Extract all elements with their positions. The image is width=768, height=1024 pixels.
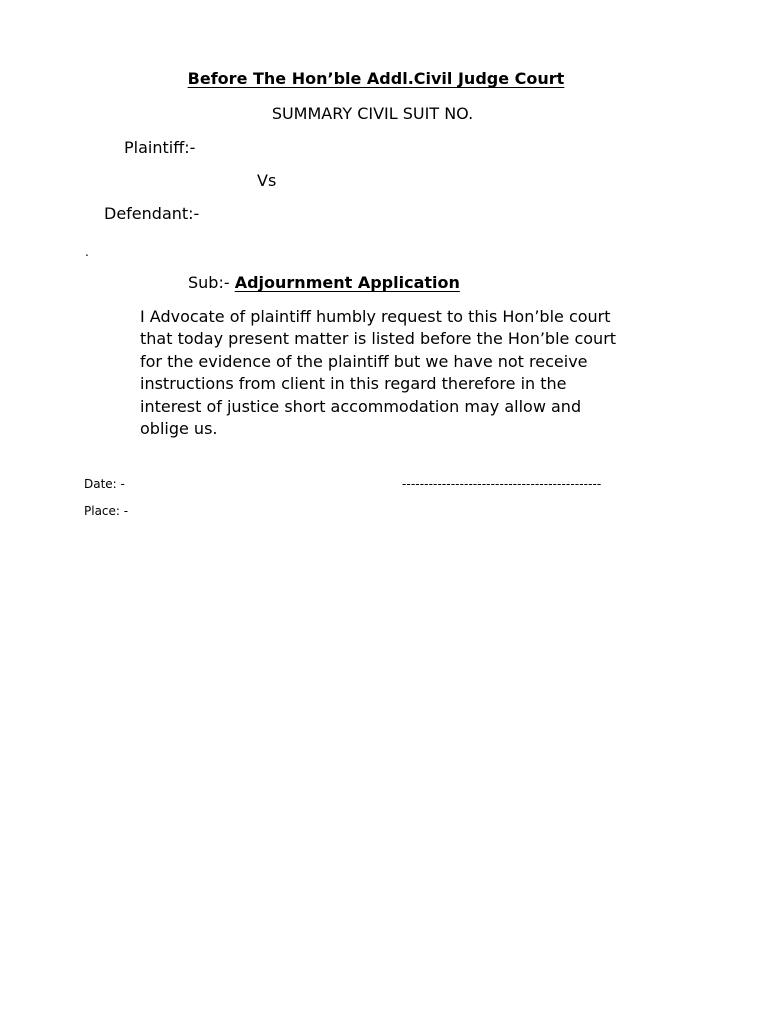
- application-body: [140, 306, 700, 440]
- body-line: that today present matter is listed before the Hon’ble court: [140, 329, 617, 349]
- subject-prefix: Sub:-: [188, 273, 235, 292]
- date-label: Date: -: [84, 477, 125, 491]
- place-label: Place: -: [84, 504, 129, 518]
- body-line: I Advocate of plaintiff humbly request to this Hon’ble court: [140, 307, 611, 326]
- subject-line: [188, 275, 460, 291]
- separator-dot: .: [85, 245, 89, 259]
- signature-line: ---------------------------------------------: [402, 477, 602, 491]
- document-title: Before The Hon’ble Addl.Civil Judge Court: [187, 69, 565, 88]
- body-line: interest of justice short accommodation may allow and: [140, 396, 582, 416]
- body-line: oblige us.: [140, 419, 218, 439]
- suit-number-label: SUMMARY CIVIL SUIT NO.: [271, 104, 474, 123]
- versus-label: Vs: [257, 171, 277, 190]
- defendant-label: Defendant:-: [104, 204, 200, 223]
- subject-title: Adjournment Application: [234, 273, 460, 292]
- body-line: instructions from client in this regard therefore in the: [140, 374, 567, 394]
- body-line: for the evidence of the plaintiff but we have not receive: [140, 351, 588, 371]
- plaintiff-label: Plaintiff:-: [124, 138, 196, 157]
